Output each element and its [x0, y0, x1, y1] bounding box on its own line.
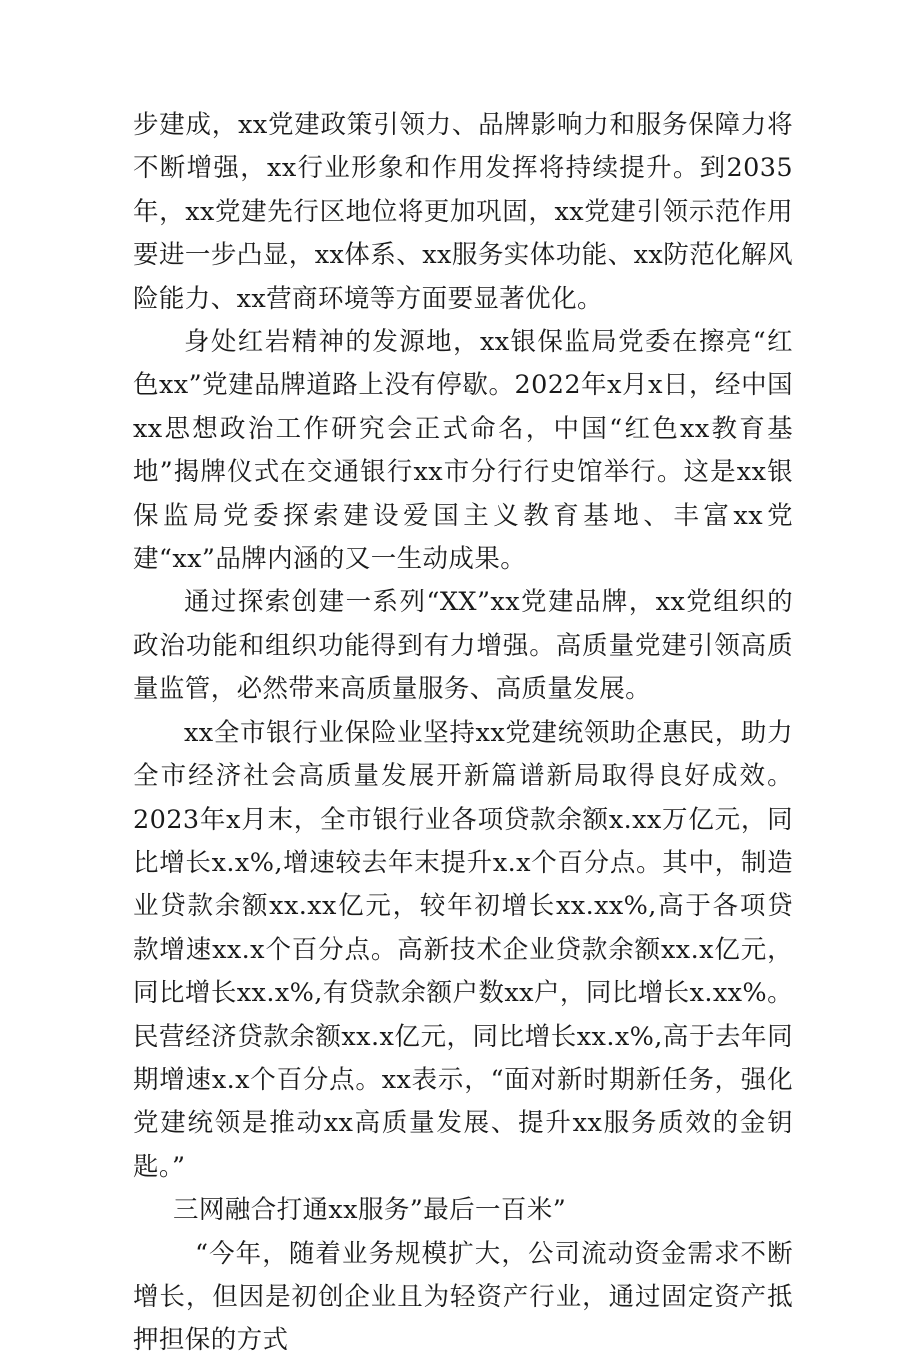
paragraph-brand-series: 通过探索创建一系列“XX”xx党建品牌，xx党组织的政治功能和组织功能得到有力增强。高质量党建引领高质量监管，必然带来高质量服务、高质量发展。 — [133, 587, 793, 705]
paragraph-quote: “今年，随着业务规模扩大，公司流动资金需求不断增长，但因是初创企业且为轻资产行业，通过固定资产抵押担保的方式 — [133, 1238, 793, 1356]
document-body — [133, 104, 793, 1363]
section-heading: 三网融合打通xx服务”最后一百米” — [173, 1195, 567, 1226]
paragraph-red-brand: 身处红岩精神的发源地，xx银保监局党委在擦亮“红色xx”党建品牌道路上没有停歇。2022年x月x日，经中国xx思想政治工作研究会正式命名，中国“红色xx教育基地”揭牌仪式在交通银行xx市分行行史馆举行。这是xx银保监局党委探索建设爱国主义教育基地、丰富xx党建“xx”品牌内涵的又一生动成果。 — [133, 327, 793, 575]
paragraph-party-building-goals: 步建成，xx党建政策引领力、品牌影响力和服务保障力将不断增强，xx行业形象和作用发挥将持续提升。到2035年，xx党建先行区地位将更加巩固，xx党建引领示范作用要进一步凸显，xx体系、xx服务实体功能、xx防范化解风险能力、xx营商环境等方面要显著优化。 — [133, 110, 793, 314]
paragraph-loan-statistics: xx全市银行业保险业坚持xx党建统领助企惠民，助力全市经济社会高质量发展开新篇谱新局取得良好成效。2023年x月末，全市银行业各项贷款余额x.xx万亿元，同比增长x.x%,增速较去年末提升x.x个百分点。其中，制造业贷款余额xx.xx亿元，较年初增长xx.xx%,高于各项贷款增速xx.x个百分点。高新技术企业贷款余额xx.x亿元，同比增长xx.x%,有贷款余额户数xx户，同比增长x.xx%。民营经济贷款余额xx.x亿元，同比增长xx.x%,高于去年同期增速x.x个百分点。xx表示，“面对新时期新任务，强化党建统领是推动xx高质量发展、提升xx服务质效的金钥匙。” — [133, 717, 793, 1182]
